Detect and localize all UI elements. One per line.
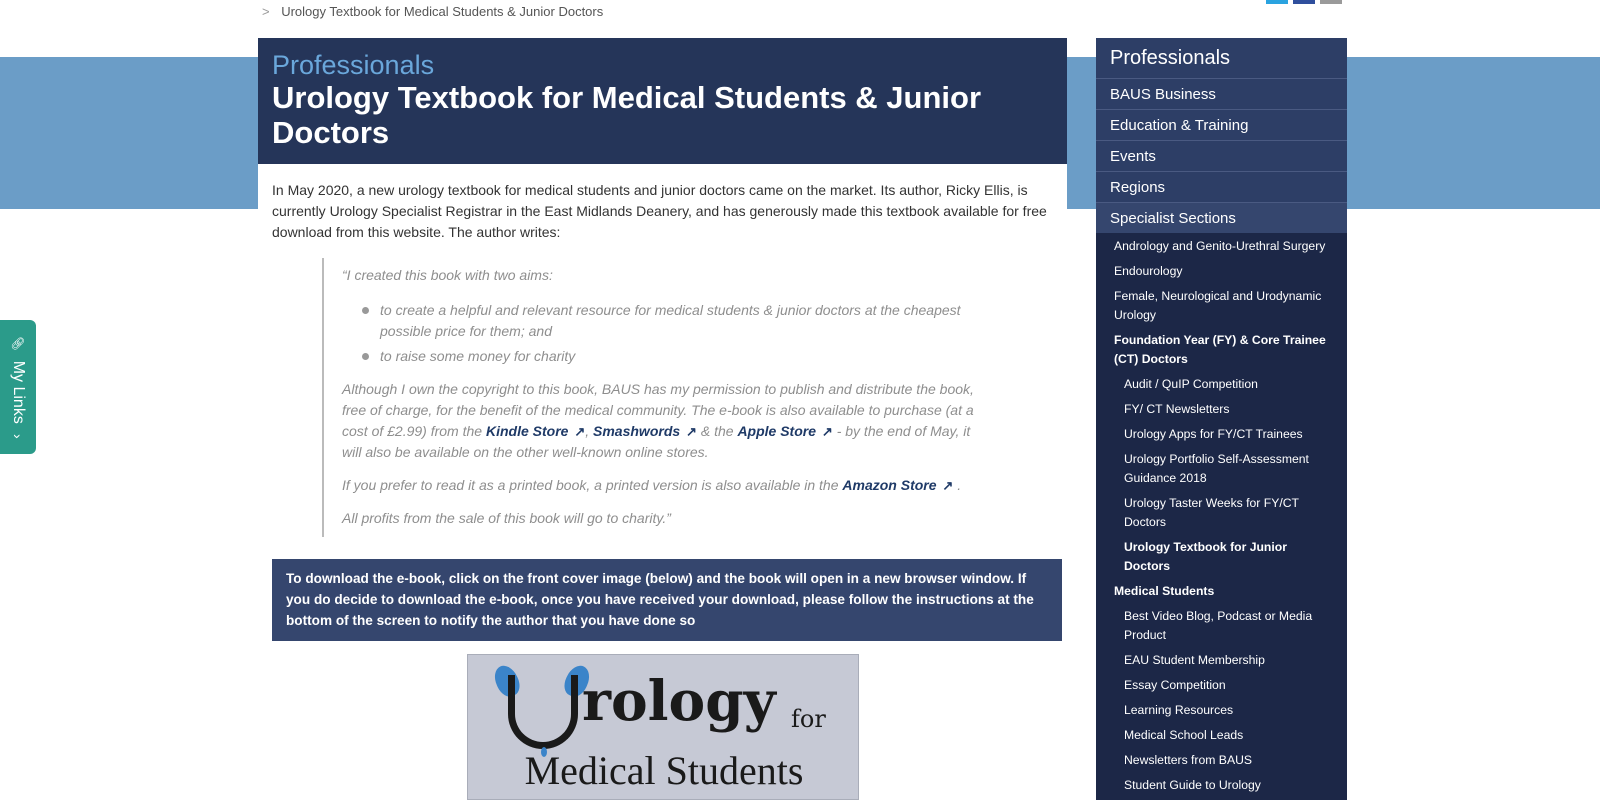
subnav-item-learning-resources[interactable]: Learning Resources bbox=[1124, 703, 1234, 717]
subnav-item-portfolio-guidance[interactable]: Urology Portfolio Self-Assessment Guidance 2018 bbox=[1124, 452, 1309, 485]
quote-print: If you prefer to read it as a printed book, a printed version is also available in the Amazon Store ↗ . bbox=[342, 475, 992, 496]
apple-store-link[interactable]: Apple Store bbox=[737, 423, 817, 439]
sidebar-item-education-training[interactable]: Education & Training bbox=[1096, 109, 1347, 140]
external-link-icon: ↗ bbox=[574, 424, 586, 439]
my-links-tab[interactable] bbox=[0, 320, 36, 454]
sidebar-item-baus-business[interactable]: BAUS Business bbox=[1096, 78, 1347, 109]
subnav-item-video-blog[interactable]: Best Video Blog, Podcast or Media Product bbox=[1124, 609, 1313, 642]
subnav-item-eau-membership[interactable]: EAU Student Membership bbox=[1124, 653, 1265, 667]
subnav-item-medical-students[interactable]: Medical Students bbox=[1114, 584, 1215, 598]
sidebar-item-events[interactable]: Events bbox=[1096, 140, 1347, 171]
twitter-icon[interactable] bbox=[1266, 0, 1288, 4]
breadcrumb bbox=[262, 4, 603, 19]
subnav-item-urology-apps[interactable]: Urology Apps for FY/CT Trainees bbox=[1124, 427, 1303, 441]
subnav-item-essay-competition[interactable]: Essay Competition bbox=[1124, 678, 1226, 692]
cover-title-for: for bbox=[791, 705, 826, 733]
kindle-store-link[interactable]: Kindle Store bbox=[485, 423, 569, 439]
cover-title-word: rology bbox=[582, 668, 776, 733]
smashwords-link[interactable]: Smashwords bbox=[593, 423, 681, 439]
quote-opening: “I created this book with two aims: bbox=[342, 267, 553, 283]
page-title: Urology Textbook for Medical Students & Junior Doctors bbox=[272, 80, 982, 150]
facebook-icon[interactable] bbox=[1293, 0, 1315, 4]
bullet-icon bbox=[362, 353, 369, 360]
subnav-item-newsletters-baus[interactable]: Newsletters from BAUS bbox=[1124, 753, 1252, 767]
subnav-item-endourology[interactable]: Endourology bbox=[1114, 264, 1183, 278]
main-content bbox=[258, 164, 1067, 800]
subnav-item-student-guide[interactable]: Student Guide to Urology bbox=[1124, 778, 1261, 792]
sidebar-item-specialist-sections[interactable]: Specialist Sections bbox=[1096, 202, 1347, 233]
download-notice: To download the e-book, click on the front cover image (below) and the book will open in a new browser window. If you do decide to download the e-book, once you have received your download, please follow the instructions at the bottom of the screen to notify the author that you have done so bbox=[272, 559, 1062, 641]
subnav-item-urology-textbook[interactable]: Urology Textbook for Junior Doctors bbox=[1124, 540, 1287, 573]
external-link-icon: ↗ bbox=[942, 478, 954, 493]
subnav-item-audit-quip[interactable]: Audit / QuIP Competition bbox=[1124, 377, 1258, 391]
email-icon[interactable] bbox=[1320, 0, 1342, 4]
external-link-icon: ↗ bbox=[821, 424, 833, 439]
page-header bbox=[258, 38, 1067, 164]
sidebar-subnav bbox=[1096, 233, 1347, 795]
subnav-item-school-leads[interactable]: Medical School Leads bbox=[1124, 728, 1244, 742]
intro-paragraph: In May 2020, a new urology textbook for medical students and junior doctors came on the market. Its author, Ricky Ellis, is currently Urology Specialist Registrar in the East Midlands Deanery, and has generously made this textbook available for free download from this website. The author writes: bbox=[272, 182, 1047, 240]
quote-closing: All profits from the sale of this book will go to charity.” bbox=[342, 510, 671, 526]
quote-copyright: Although I own the copyright to this book, BAUS has my permission to publish and distribute the book, free of charge, for the benefit of the medical community. The e-book is also available to purchase (at a cost of £2.99) from the Kindle Store ↗, Smashwords ↗ & the Apple Store ↗ - by the end of May, it will also be available on the other well-known online stores. bbox=[342, 381, 974, 460]
breadcrumb-current[interactable]: Urology Textbook for Medical Students & Junior Doctors bbox=[281, 4, 604, 19]
external-link-icon: ↗ bbox=[686, 424, 697, 439]
list-item: to raise some money for charity bbox=[342, 346, 992, 367]
cover-letter-u bbox=[508, 675, 578, 749]
section-kicker: Professionals bbox=[272, 50, 435, 80]
author-quote bbox=[322, 258, 992, 537]
subnav-item-fy-ct-newsletters[interactable]: FY/ CT Newsletters bbox=[1124, 402, 1230, 416]
cover-subtitle: Medical Students bbox=[524, 748, 804, 793]
my-links-label: My Links bbox=[10, 360, 27, 424]
amazon-store-link[interactable]: Amazon Store bbox=[842, 477, 937, 493]
sidebar-item-regions[interactable]: Regions bbox=[1096, 171, 1347, 202]
bullet-icon bbox=[362, 307, 369, 314]
subnav-item-taster-weeks[interactable]: Urology Taster Weeks for FY/CT Doctors bbox=[1124, 496, 1299, 529]
sidebar-heading[interactable]: Professionals bbox=[1096, 38, 1347, 78]
chevron-right-icon: › bbox=[10, 434, 26, 439]
subnav-item-female-neurological[interactable]: Female, Neurological and Urodynamic Urology bbox=[1114, 289, 1322, 322]
subnav-item-fy-ct[interactable]: Foundation Year (FY) & Core Trainee (CT) Doctors bbox=[1114, 333, 1326, 366]
book-cover-image[interactable] bbox=[467, 654, 859, 800]
breadcrumb-separator: > bbox=[262, 4, 270, 19]
link-icon: 🔗︎ bbox=[11, 335, 25, 351]
aims-list bbox=[342, 300, 992, 367]
subnav-item-andrology[interactable]: Andrology and Genito-Urethral Surgery bbox=[1114, 239, 1326, 253]
sidebar-nav bbox=[1096, 38, 1347, 800]
list-item: to create a helpful and relevant resource for medical students & junior doctors at the cheapest possible price for them; and bbox=[342, 300, 992, 342]
